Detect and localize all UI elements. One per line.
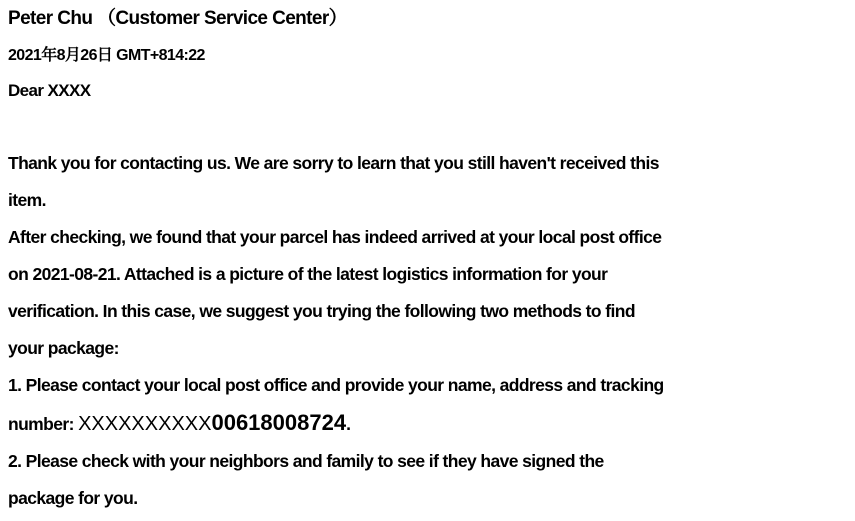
body-line: verification. In this case, we suggest you trying the following two methods to find xyxy=(8,301,635,321)
tracking-period: . xyxy=(346,414,351,434)
body-line: on 2021-08-21. Attached is a picture of the latest logistics information for your xyxy=(8,264,608,284)
body-line: your package: xyxy=(8,338,119,358)
tracking-label: number: xyxy=(8,414,79,434)
body-line: Thank you for contacting us. We are sorry to learn that you still haven't received this xyxy=(8,153,659,173)
body-line: After checking, we found that your parcel has indeed arrived at your local post office xyxy=(8,227,662,247)
body-line: item. xyxy=(8,190,46,210)
sender-name: Peter Chu （Customer Service Center） xyxy=(8,8,348,29)
tracking-number-digits: 00618008724 xyxy=(211,410,347,435)
list-item-1: 1. Please contact your local post office and provide your name, address and tracking xyxy=(8,375,664,395)
tracking-number-line xyxy=(8,404,664,443)
list-item-2: 2. Please check with your neighbors and family to see if they have signed the xyxy=(8,451,604,471)
tracking-number-masked: XXXXXXXXXX xyxy=(78,413,212,435)
email-date: 2021年8月26日 GMT+814:22 xyxy=(8,47,205,64)
email-body xyxy=(8,145,664,517)
greeting: Dear XXXX xyxy=(8,81,91,100)
body-line: package for you. xyxy=(8,488,138,508)
